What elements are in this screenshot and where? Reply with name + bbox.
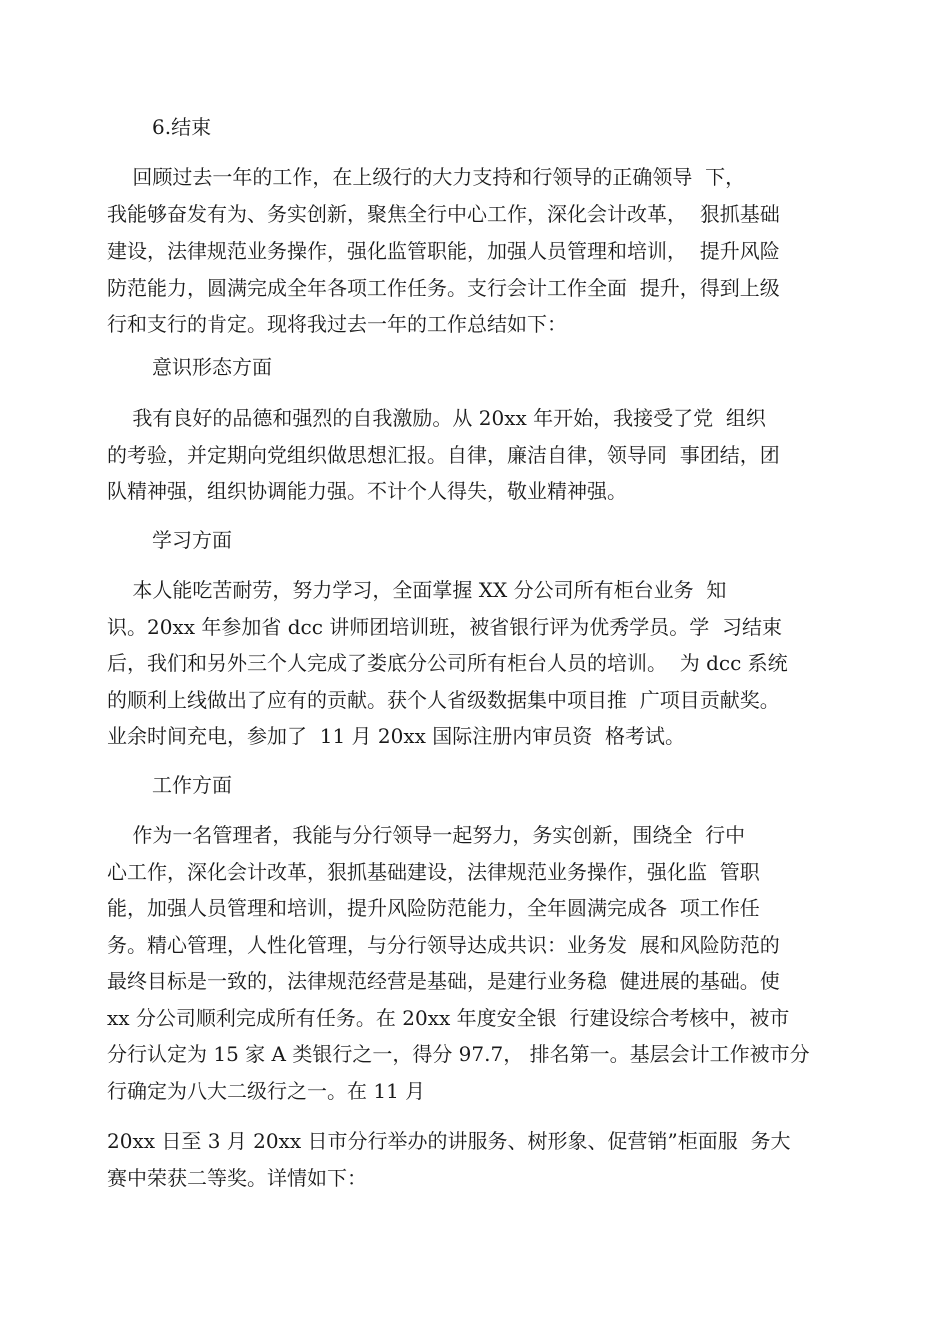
- paragraph-line: xx 分公司顺利完成所有任务。在 20xx 年度安全银 行建设综合考核中，被市: [107, 1006, 790, 1030]
- paragraph-line: 我有良好的品德和强烈的自我激励。从 20xx 年开始，我接受了党 组织: [107, 406, 766, 430]
- section-title-ideology: 意识形态方面: [152, 355, 272, 379]
- paragraph-line: 建设，法律规范业务操作，强化监管职能，加强人员管理和培训， 提升风险: [107, 239, 780, 263]
- paragraph-line: 行确定为八大二级行之一。在 11 月: [107, 1079, 426, 1103]
- paragraph-line: 识。20xx 年参加省 dcc 讲师团培训班，被省银行评为优秀学员。学 习结束: [107, 615, 782, 639]
- section-title-study: 学习方面: [152, 528, 232, 552]
- paragraph-line: 我能够奋发有为、务实创新，聚焦全行中心工作，深化会计改革， 狠抓基础: [107, 202, 780, 226]
- paragraph-line: 防范能力，圆满完成全年各项工作任务。支行会计工作全面 提升，得到上级: [107, 276, 780, 300]
- paragraph-line: 分行认定为 15 家 A 类银行之一，得分 97.7， 排名第一。基层会计工作被市分: [107, 1042, 810, 1066]
- paragraph-line: 的考验，并定期向党组织做思想汇报。自律，廉洁自律，领导同 事团结，团: [107, 443, 780, 467]
- paragraph-line: 心工作，深化会计改革，狠抓基础建设，法律规范业务操作，强化监 管职: [107, 860, 760, 884]
- section-title-work: 工作方面: [152, 773, 232, 797]
- paragraph-line: 务。精心管理，人性化管理，与分行领导达成共识：业务发 展和风险防范的: [107, 933, 780, 957]
- paragraph-line: 作为一名管理者，我能与分行领导一起努力，务实创新，围绕全 行中: [107, 823, 746, 847]
- paragraph-line: 赛中荣获二等奖。详情如下：: [107, 1166, 367, 1190]
- paragraph-line: 本人能吃苦耐劳，努力学习，全面掌握 XX 分公司所有柜台业务 知: [107, 578, 727, 602]
- paragraph-line: 的顺利上线做出了应有的贡献。获个人省级数据集中项目推 广项目贡献奖。: [107, 688, 780, 712]
- paragraph-line: 回顾过去一年的工作，在上级行的大力支持和行领导的正确领导 下，: [107, 165, 746, 189]
- paragraph-line: 队精神强，组织协调能力强。不计个人得失，敬业精神强。: [107, 479, 627, 503]
- paragraph-line: 业余时间充电，参加了 11 月 20xx 国际注册内审员资 格考试。: [107, 724, 685, 748]
- paragraph-line: 能，加强人员管理和培训，提升风险防范能力，全年圆满完成各 项工作任: [107, 896, 760, 920]
- paragraph-line: 行和支行的肯定。现将我过去一年的工作总结如下：: [107, 312, 567, 336]
- paragraph-line: 后，我们和另外三个人完成了娄底分公司所有柜台人员的培训。 为 dcc 系统: [107, 651, 788, 675]
- paragraph-line: 最终目标是一致的，法律规范经营是基础，是建行业务稳 健进展的基础。使: [107, 969, 780, 993]
- section-title-end: 6.结束: [152, 115, 212, 139]
- paragraph-line: 20xx 日至 3 月 20xx 日市分行举办的讲服务、树形象、促营销”柜面服 务大: [107, 1129, 791, 1153]
